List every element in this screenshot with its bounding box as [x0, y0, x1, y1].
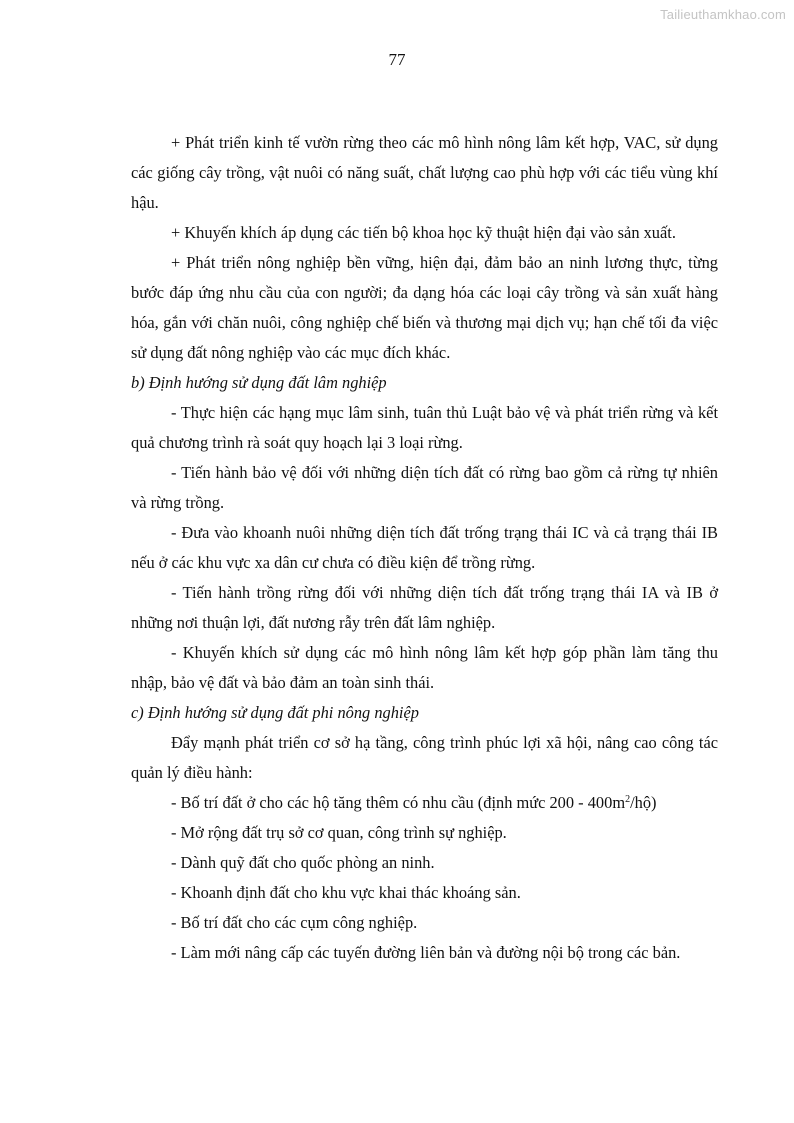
paragraph-11: - Mở rộng đất trụ sở cơ quan, công trình sự nghiệp. [171, 823, 507, 842]
paragraph-3: + Phát triển nông nghiệp bền vững, hiện đại, đảm bảo an ninh lương thực, từng bước đáp ứng nhu cầu của con người; đa dạng hóa các loại cây trồng và sản xuất hàng hóa, gắn với chăn nuôi, công nghiệp chế biến và thương mại dịch vụ; hạn chế tối đa việc sử dụng đất nông nghiệp vào các mục đích khác. [131, 253, 718, 362]
section-heading-b: b) Định hướng sử dụng đất lâm nghiệp [131, 373, 387, 392]
paragraph-5: - Tiến hành bảo vệ đối với những diện tích đất có rừng bao gồm cả rừng tự nhiên và rừng trồng. [131, 463, 718, 512]
paragraph-14: - Bố trí đất cho các cụm công nghiệp. [171, 913, 418, 932]
paragraph-10-tail: /hộ) [630, 793, 657, 812]
paragraph-12: - Dành quỹ đất cho quốc phòng an ninh. [171, 853, 435, 872]
paragraph-13: - Khoanh định đất cho khu vực khai thác khoáng sản. [171, 883, 521, 902]
paragraph-10-main: - Bố trí đất ở cho các hộ tăng thêm có nhu cầu (định mức 200 - 400m [171, 793, 626, 812]
document-body [131, 128, 718, 968]
paragraph-4: - Thực hiện các hạng mục lâm sinh, tuân thủ Luật bảo vệ và phát triển rừng và kết quả chương trình rà soát quy hoạch lại 3 loại rừng. [131, 403, 718, 452]
page-number: 77 [388, 50, 406, 69]
paragraph-6: - Đưa vào khoanh nuôi những diện tích đất trống trạng thái IC và cả trạng thái IB nếu ở các khu vực xa dân cư chưa có điều kiện để trồng rừng. [131, 523, 718, 572]
paragraph-15: - Làm mới nâng cấp các tuyến đường liên bản và đường nội bộ trong các bản. [171, 943, 681, 962]
paragraph-1: + Phát triển kinh tế vườn rừng theo các mô hình nông lâm kết hợp, VAC, sử dụng các giống cây trồng, vật nuôi có năng suất, chất lượng cao phù hợp với các tiểu vùng khí hậu. [131, 133, 718, 212]
paragraph-10 [131, 788, 718, 818]
watermark: Tailieuthamkhao.com [660, 7, 786, 22]
paragraph-8: - Khuyến khích sử dụng các mô hình nông lâm kết hợp góp phần làm tăng thu nhập, bảo vệ đất và bảo đảm an toàn sinh thái. [131, 643, 718, 692]
section-heading-c: c) Định hướng sử dụng đất phi nông nghiệp [131, 703, 419, 722]
paragraph-9: Đẩy mạnh phát triển cơ sở hạ tầng, công trình phúc lợi xã hội, nâng cao công tác quản lý điều hành: [131, 733, 718, 782]
superscript-2: 2 [625, 794, 631, 805]
paragraph-7: - Tiến hành trồng rừng đối với những diện tích đất trống trạng thái IA và IB ở những nơi thuận lợi, đất nương rẫy trên đất lâm nghiệp. [131, 583, 718, 632]
paragraph-2: + Khuyến khích áp dụng các tiến bộ khoa học kỹ thuật hiện đại vào sản xuất. [171, 223, 676, 242]
